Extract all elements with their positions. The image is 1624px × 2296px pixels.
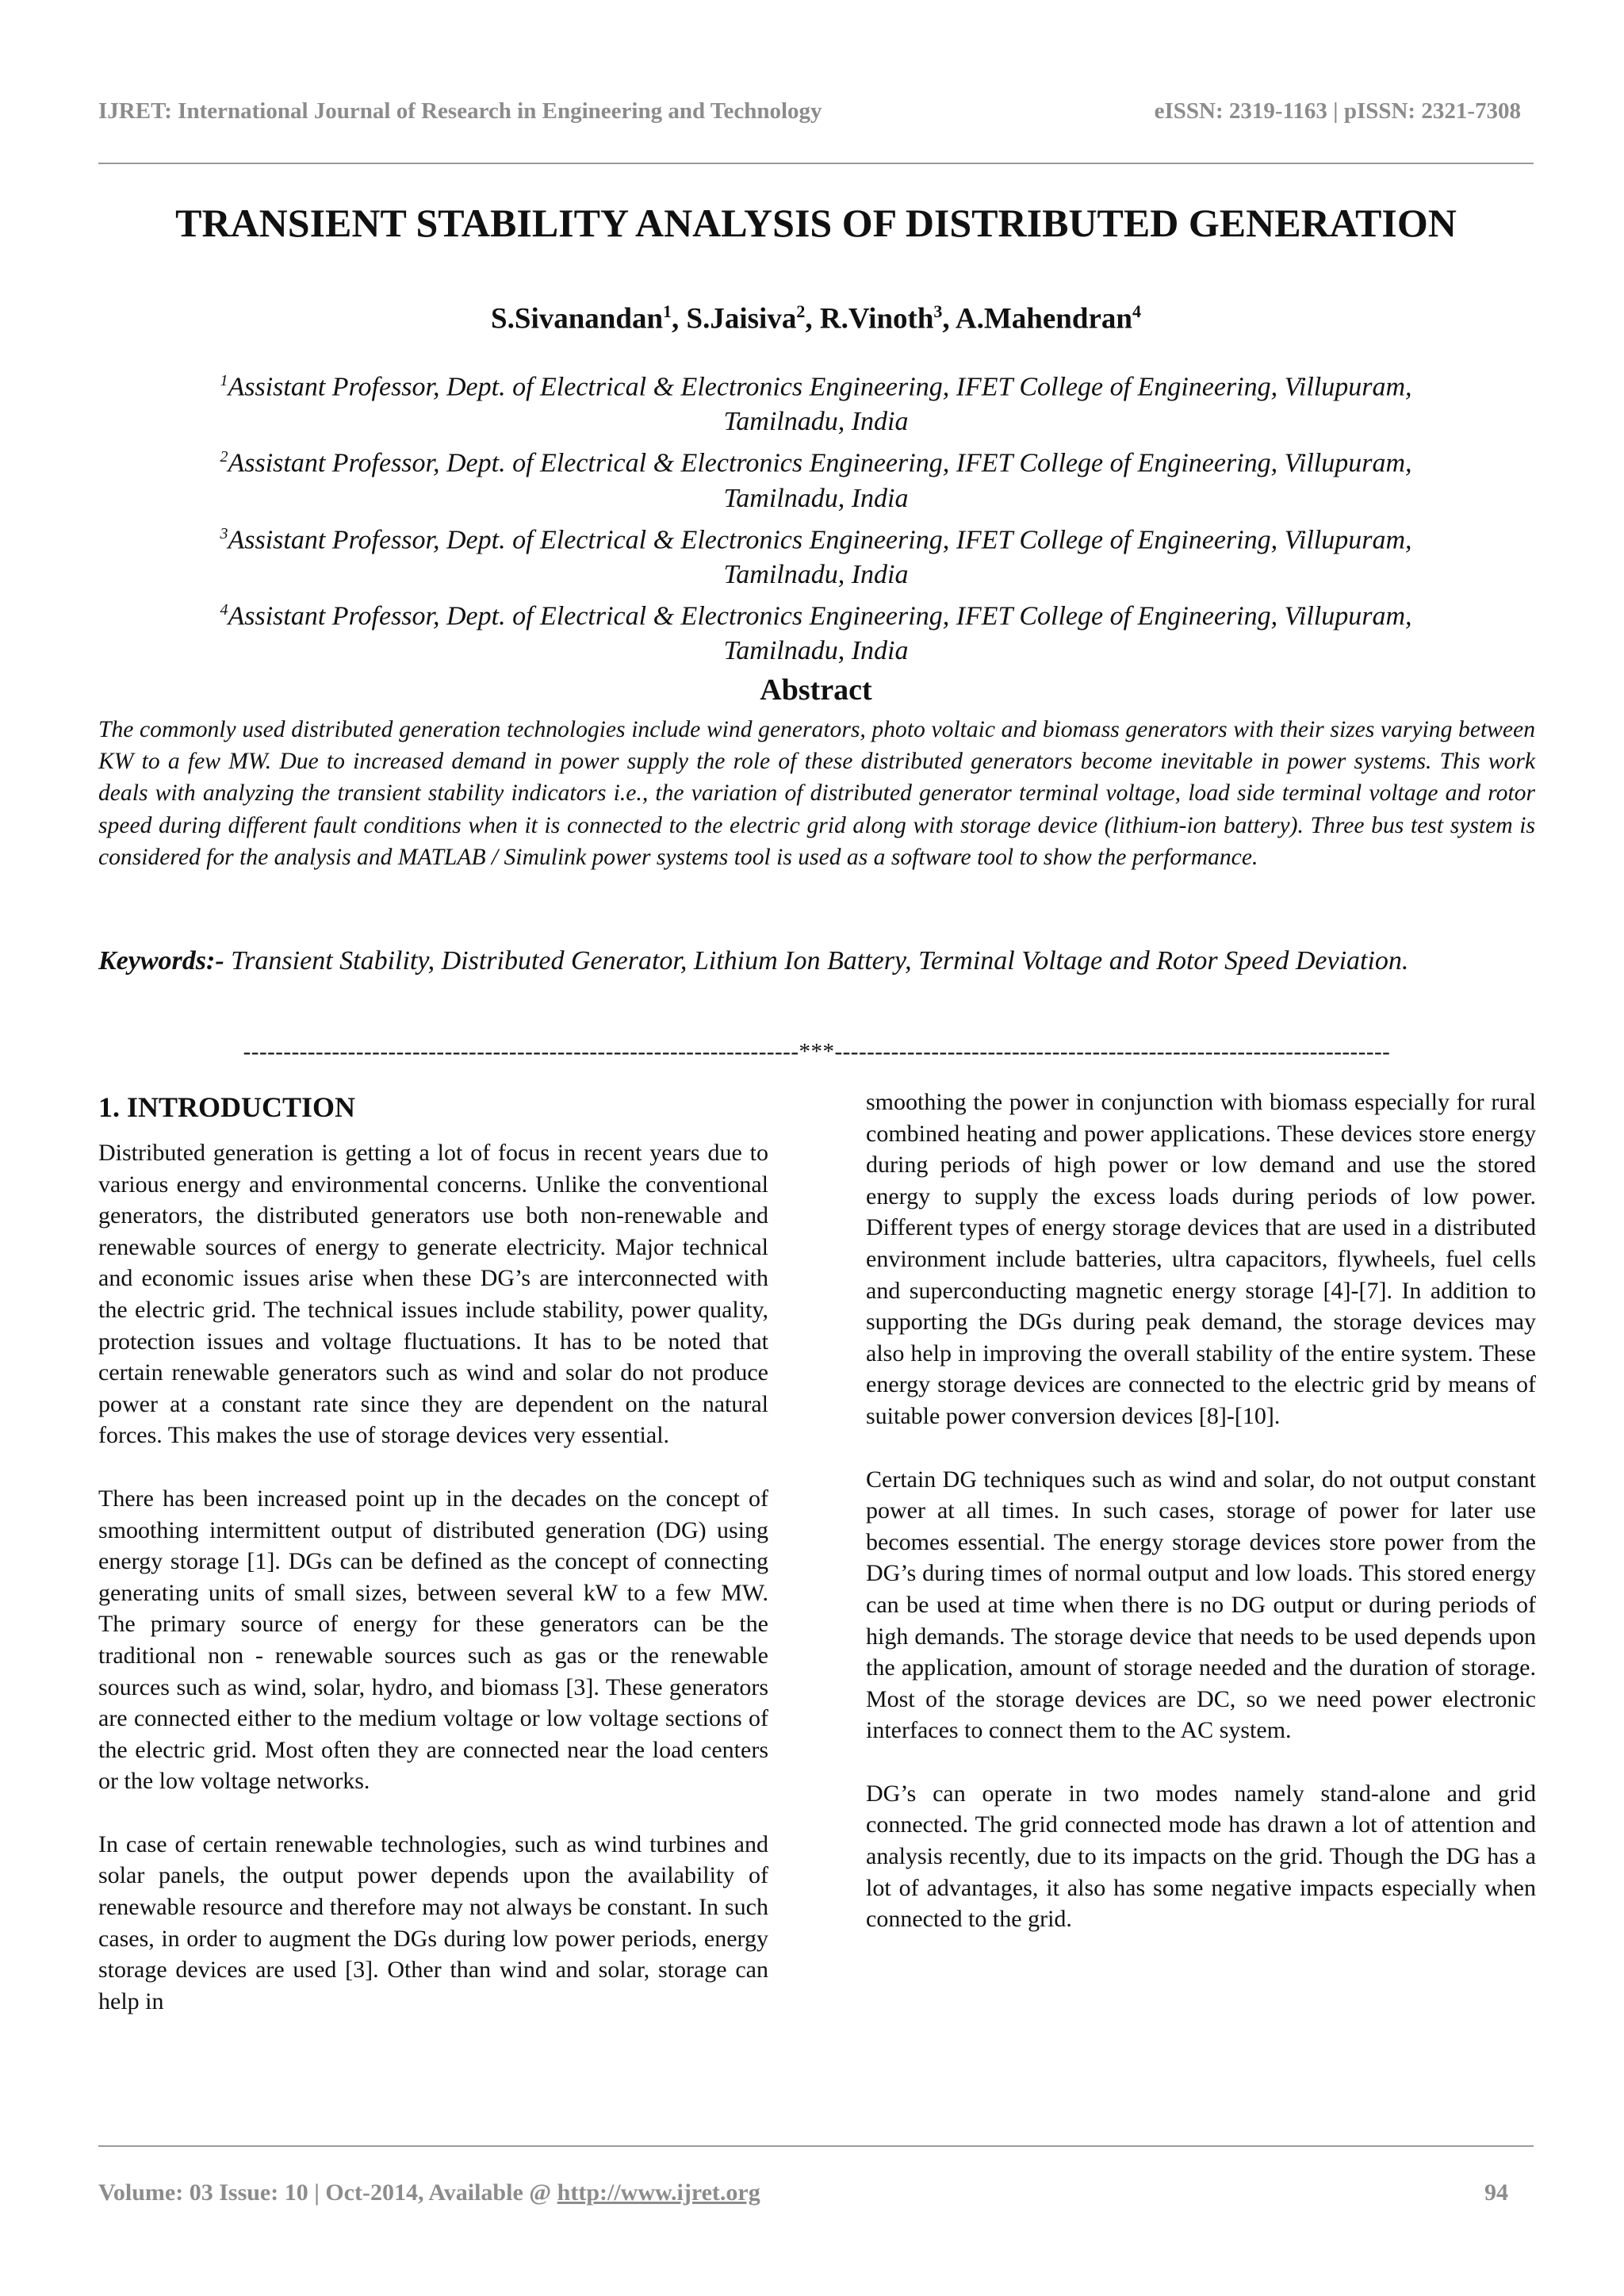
header-divider [98,163,1534,164]
abstract-text: The commonly used distributed generation technologies include wind generators, photo voltaic and biomass generators with their sizes varying between KW to a few MW. Due to increased demand in power supply the role of these distributed generators become inevitable in power systems. This work deals with analyzing the transient stability indicators i.e., the variation of distributed generator terminal voltage, load side terminal voltage and rotor speed during different fault conditions when it is connected to the electric grid along with storage device (lithium-ion battery). Three bus test system is considered for the analysis and MATLAB / Simulink power systems tool is used as a software tool to show the performance. [98,717,1535,870]
footer-volume: Volume: 03 Issue: 10 | Oct-2014, Available @ http://www.ijret.org [98,2179,760,2206]
abstract-heading: Abstract [760,673,872,707]
section-heading: 1. INTRODUCTION [98,1091,356,1123]
keywords [98,934,1535,988]
paragraph: Certain DG techniques such as wind and solar, do not output constant power at all times. In such cases, storage of power for later use becomes essential. The energy storage devices store power from the DG’s during times of normal output and low loads. This stored energy can be used at time when there is no DG output or during periods of high demands. The storage device that needs to be used depends upon the application, amount of storage needed and the duration of storage. Most of the storage devices are DC, so we need power electronic interfaces to connect them to the AC system. [866,1466,1536,1744]
author-list: S.Sivanandan$^1$, S.Jaisiva$^2$, R.Vinoth$^3$, A.Mahendran$^4$ [491,301,1141,335]
footer [98,2179,1508,2206]
paragraph: smoothing the power in conjunction with biomass especially for rural combined heating and power applications. These devices store energy during periods of high power or low demand and use the stored energy to supply the excess loads during periods of low power. Different types of energy storage devices that are used in a distributed environment include batteries, ultra capacitors, flywheels, fuel cells and superconducting magnetic energy storage [4]-[7]. In addition to supporting the DGs during peak demand, the storage devices may also help in improving the overall stability of the entire system. These energy storage devices are connected to the electric grid by means of suitable power conversion devices [8]-[10]. [866,1089,1536,1429]
paragraph: There has been increased point up in the decades on the concept of smoothing intermittent output of distributed generation (DG) using energy storage [1]. DGs can be defined as the concept of connecting generating units of small sizes, between several kW to a few MW. The primary source of energy for these generators can be the traditional non - renewable sources such as gas or the renewable sources such as wind, solar, hydro, and biomass [3]. These generators are connected either to the medium voltage or low voltage sections of the electric grid. Most often they are connected near the load centers or the low voltage networks. [98,1485,768,1795]
paper-title: TRANSIENT STABILITY ANALYSIS OF DISTRIBUTED GENERATION [175,201,1457,245]
journal-link[interactable]: http://www.ijret.org [557,2179,760,2206]
page-number: 94 [1484,2179,1508,2206]
left-column [98,1087,768,2049]
affiliation: $^2$Assistant Professor, Dept. of Electrical & Electronics Engineering, IFET College of Engineering, Villupuram, Tamilnadu, India [220,448,1412,513]
affiliation: $^1$Assistant Professor, Dept. of Electrical & Electronics Engineering, IFET College of Engineering, Villupuram, Tamilnadu, India [220,372,1412,437]
journal-name: IJRET: International Journal of Research in Engineering and Technology [98,98,822,124]
affiliation: $^3$Assistant Professor, Dept. of Electrical & Electronics Engineering, IFET College of Engineering, Villupuram, Tamilnadu, India [220,524,1412,589]
author-affiliation-mark: 3 [933,301,943,321]
author-affiliation-mark: 1 [663,301,672,321]
running-header [98,98,1521,125]
author-affiliation-mark: 2 [796,301,806,321]
issn-text: eISSN: 2319-1163 | pISSN: 2321-7308 [1154,98,1521,124]
author-name: S.Jaisiva [686,302,797,335]
right-column [866,1087,1536,1967]
affiliation: $^4$Assistant Professor, Dept. of Electrical & Electronics Engineering, IFET College of Engineering, Villupuram, Tamilnadu, India [220,600,1412,666]
paragraph: DG’s can operate in two modes namely stand-alone and grid connected. The grid connected mode has drawn a lot of attention and analysis recently, due to its impacts on the grid. Though the DG has a lot of advantages, it also has some negative impacts especially when connected to the grid. [866,1780,1536,1933]
paragraph: In case of certain renewable technologies, such as wind turbines and solar panels, the output power depends upon the availability of renewable resource and therefore may not always be constant. In such cases, in order to augment the DGs during low power periods, energy storage devices are used [3]. Other than wind and solar, storage can help in [98,1830,768,2014]
author-affiliation-mark: 4 [1132,301,1141,321]
author-name: S.Sivanandan [491,302,664,335]
footer-divider [98,2145,1534,2147]
affiliations [98,363,1534,669]
author-name: A.Mahendran [955,302,1132,335]
keywords-label: Keywords:- [98,946,224,976]
paragraph: Distributed generation is getting a lot of focus in recent years due to various energy and environmental concerns. Unlike the conventional generators, the distributed generators use both non-renewable and renewable sources of energy to generate electricity. Major technical and economic issues arise when these DG’s are interconnected with the electric grid. The technical issues include stability, power quality, protection issues and voltage fluctuations. It has to be noted that certain renewable generators such as wind and solar do not produce power at a constant rate since they are dependent on the natural forces. This makes the use of storage devices very essential. [98,1140,768,1449]
author-name: R.Vinoth [819,302,934,335]
keywords-text: Transient Stability, Distributed Generator, Lithium Ion Battery, Terminal Voltage and Rotor Speed Deviation. [224,946,1409,976]
section-separator: ---------------------------------------------------------------------***--------------------------------------------------------------------- [243,1039,1391,1064]
